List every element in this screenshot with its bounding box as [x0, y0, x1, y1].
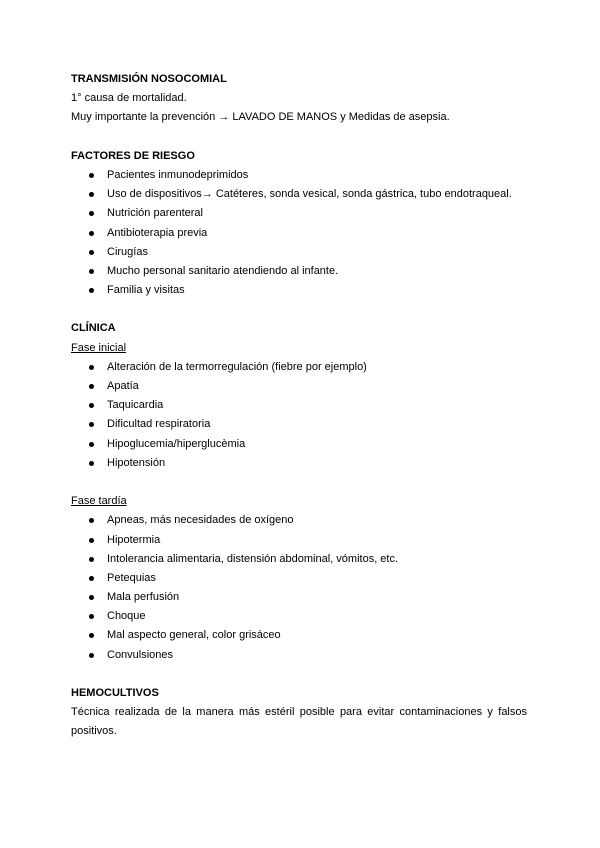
bullet-icon — [89, 422, 94, 427]
list-item: Taquicardia — [71, 396, 527, 415]
list-item: Mala perfusión — [71, 588, 527, 607]
list-item: Choque — [71, 607, 527, 626]
risk-factors-list — [71, 166, 527, 300]
bullet-icon — [89, 595, 94, 600]
bullet-icon — [89, 365, 94, 370]
paragraph-line: Técnica realizada de la manera más estéril posible para evitar contaminaciones y falsos — [71, 706, 527, 719]
bullet-icon — [89, 518, 94, 523]
section-title-hemocultivos: HEMOCULTIVOS — [71, 687, 159, 699]
list-item: Intolerancia alimentaria, distensión abdominal, vómitos, etc. — [71, 550, 527, 569]
bullet-icon — [89, 633, 94, 638]
list-item: Nutrición parenteral — [71, 204, 527, 223]
bullet-icon — [89, 576, 94, 581]
section-title-clinica: CLÍNICA — [71, 322, 116, 335]
list-item: Mal aspecto general, color grisáceo — [71, 626, 527, 645]
list-item: Apatía — [71, 377, 527, 396]
list-item: Hipotensión — [71, 454, 527, 473]
list-item: Pacientes inmunodeprimidos — [71, 166, 527, 185]
paragraph-line: positivos. — [71, 725, 117, 738]
list-item: Antibioterapia previa — [71, 224, 527, 243]
list-item: Hipoglucemia/hiperglucèmia — [71, 435, 527, 454]
bullet-icon — [89, 269, 94, 274]
list-item: Mucho personal sanitario atendiendo al infante. — [71, 262, 527, 281]
bullet-icon — [89, 384, 94, 389]
bullet-icon — [89, 192, 94, 197]
list-item: Convulsiones — [71, 646, 527, 665]
list-item: Petequias — [71, 569, 527, 588]
section-title-transmision: TRANSMISIÓN NOSOCOMIAL — [71, 73, 227, 85]
bullet-icon — [89, 653, 94, 658]
list-item: Alteración de la termorregulación (fiebre por ejemplo) — [71, 358, 527, 377]
list-item: Apneas, más necesidades de oxígeno — [71, 511, 527, 530]
paragraph-line: 1° causa de mortalidad. — [71, 92, 187, 105]
list-item: Uso de dispositivos→ Catéteres, sonda vesical, sonda gástrica, tubo endotraqueal. — [71, 185, 527, 204]
document-page — [71, 70, 527, 742]
bullet-icon — [89, 231, 94, 236]
bullet-icon — [89, 211, 94, 216]
section-title-factores: FACTORES DE RIESGO — [71, 149, 195, 162]
bullet-icon — [89, 557, 94, 562]
list-item: Cirugías — [71, 243, 527, 262]
bullet-icon — [89, 403, 94, 408]
paragraph-line: Muy importante la prevención → LAVADO DE MANOS y Medidas de asepsia. — [71, 111, 450, 124]
bullet-icon — [89, 538, 94, 543]
bullet-icon — [89, 173, 94, 178]
subheading-fase-tardia: Fase tardía — [71, 495, 127, 508]
bullet-icon — [89, 461, 94, 466]
late-phase-list — [71, 511, 527, 665]
list-item: Dificultad respiratoria — [71, 415, 527, 434]
bullet-icon — [89, 288, 94, 293]
list-item: Familia y visitas — [71, 281, 527, 300]
subheading-fase-inicial: Fase inicial — [71, 341, 127, 354]
initial-phase-list — [71, 358, 527, 473]
list-item: Hipotermia — [71, 531, 527, 550]
bullet-icon — [89, 442, 94, 447]
bullet-icon — [89, 614, 94, 619]
bullet-icon — [89, 250, 94, 255]
